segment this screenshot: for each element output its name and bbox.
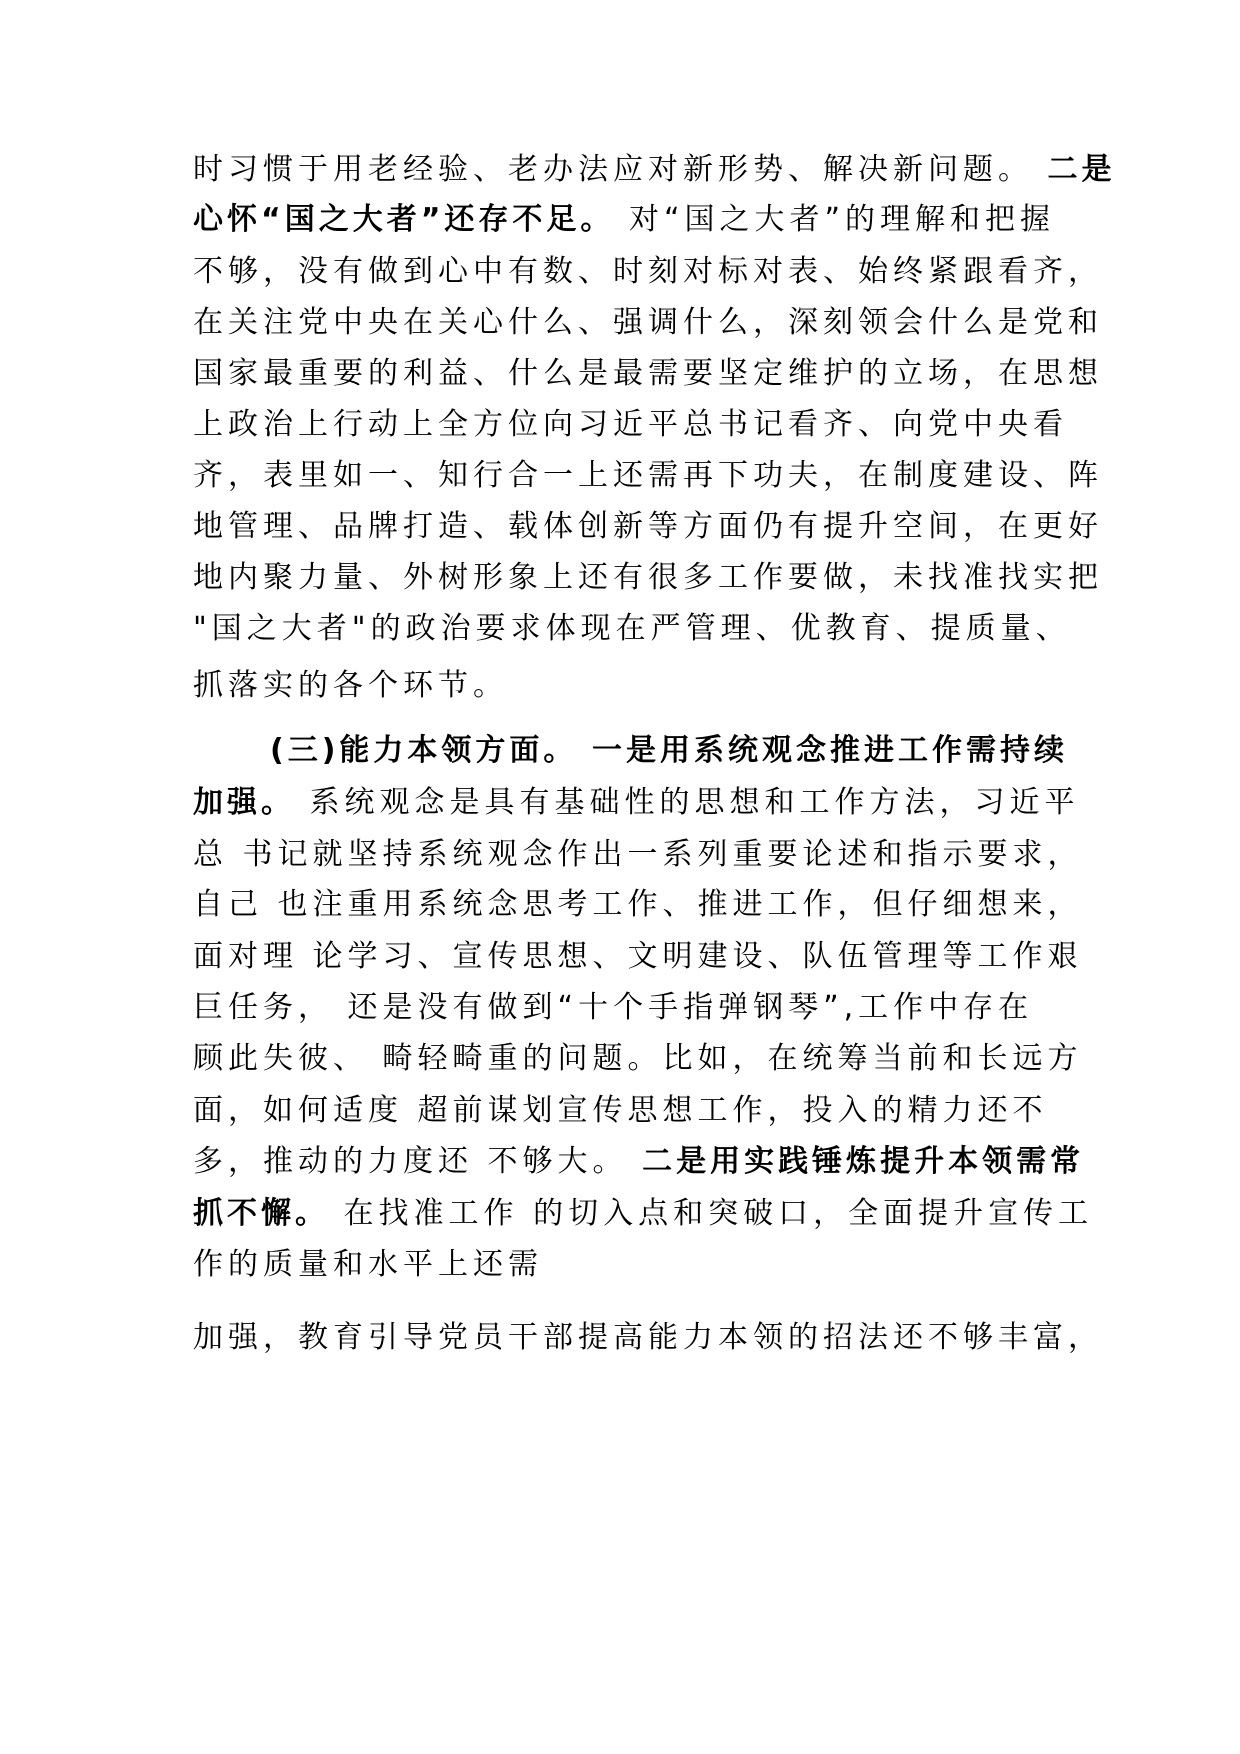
text-line	[193, 507, 1103, 547]
text-run: 系统观念是具有基础性的思想和工作方法，习近平	[295, 785, 1080, 820]
text-line	[193, 1091, 1048, 1131]
text-run: 国家最重要的利益、什么是最需要坚定维护的立场，在思想	[193, 356, 1103, 391]
text-run: 加强，教育引导党员干部提高能力本领的招法还不够丰富，	[193, 1320, 1103, 1355]
text-run: 顾此失彼、 畸轻畸重的问题。比如，在统筹当前和长远方	[193, 1041, 1083, 1076]
bold-text-run: 抓不懈。	[193, 1196, 329, 1231]
text-line	[193, 1245, 543, 1285]
bold-text-run: 二是用实践锤炼提升本领需常	[642, 1144, 1085, 1179]
bold-text-run: 二是	[1047, 152, 1116, 187]
text-line	[193, 1318, 1103, 1358]
text-line	[193, 609, 1071, 649]
bold-text-run: 加强。	[193, 785, 295, 820]
text-line	[193, 835, 1083, 875]
text-run: 在找准工作 的切入点和突破口，全面提升宣传工	[329, 1196, 1094, 1231]
text-line	[193, 200, 1055, 240]
text-run: 地管理、品牌打造、载体创新等方面仍有提升空间，在更好	[193, 509, 1103, 544]
text-run: 时习惯于用老经验、老办法应对新形势、解决新问题。	[193, 152, 1048, 187]
text-run	[577, 733, 592, 768]
text-line	[193, 405, 1068, 445]
text-line	[193, 456, 1103, 496]
text-run: 作的质量和水平上还需	[193, 1247, 543, 1282]
text-run: 总 书记就坚持系统观念作出一系列重要论述和指示要求，	[193, 837, 1083, 872]
text-run: 上政治上行动上全方位向习近平总书记看齐、向党中央看	[193, 407, 1068, 442]
text-run: 巨任务， 还是没有做到“十个手指弹钢琴”,工作中存在	[193, 990, 1034, 1025]
text-line	[193, 885, 1083, 925]
text-line	[193, 783, 1080, 823]
text-line	[193, 1039, 1083, 1079]
text-run: 不够，没有做到心中有数、时刻对标对表、始终紧跟看齐，	[193, 254, 1103, 289]
text-run: 自己 也注重用系统念思考工作、推进工作，但仔细想来，	[193, 887, 1083, 922]
text-line	[193, 303, 1103, 343]
text-line	[193, 666, 508, 706]
bold-text-run: 心怀“国之大者”还存不足。	[193, 202, 615, 237]
text-run: 在关注党中央在关心什么、强调什么，深刻领会什么是党和	[193, 305, 1103, 340]
text-run: 齐，表里如一、知行合一上还需再下功夫，在制度建设、阵	[193, 458, 1103, 493]
text-run: 对“国之大者”的理解和把握	[614, 202, 1056, 237]
text-run: 面对理 论学习、宣传思想、文明建设、队伍管理等工作艰	[193, 939, 1083, 974]
text-line	[193, 1194, 1093, 1234]
text-line	[193, 1142, 1084, 1182]
text-run: 面，如何适度 超前谋划宣传思想工作，投入的精力还不	[193, 1093, 1048, 1128]
text-run: 抓落实的各个环节。	[193, 668, 508, 703]
text-line	[193, 354, 1103, 394]
section-heading-line	[270, 731, 1068, 771]
text-line	[193, 558, 1103, 598]
text-run: 地内聚力量、外树形象上还有很多工作要做，未找准找实把	[193, 560, 1103, 595]
text-line	[193, 988, 1033, 1028]
text-run: "国之大者"的政治要求体现在严管理、优教育、提质量、	[193, 611, 1071, 646]
text-line	[193, 150, 1116, 190]
text-line	[193, 252, 1103, 292]
text-line	[193, 937, 1083, 977]
bold-text-run: 一是用系统观念推进工作需持续	[591, 733, 1068, 768]
text-run: 多，推动的力度还 不够大。	[193, 1144, 643, 1179]
section-heading: (三)能力本领方面。	[270, 733, 578, 768]
